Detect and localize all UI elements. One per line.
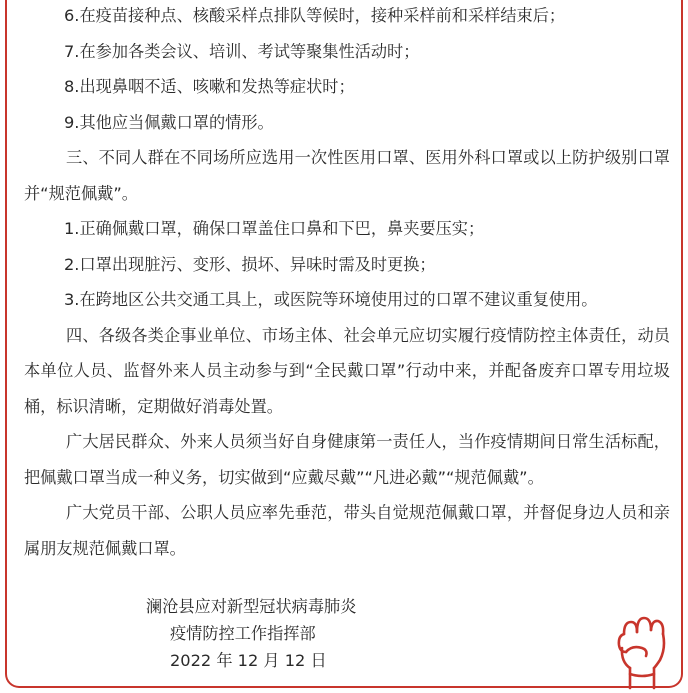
notice-body bbox=[24, 0, 670, 566]
raised-fist-icon bbox=[612, 612, 668, 690]
signature-org-line2: 疫情防控工作指挥部 bbox=[170, 624, 316, 643]
list-item: 1.正确佩戴口罩，确保口罩盖住口鼻和下巴，鼻夹要压实； bbox=[64, 219, 485, 238]
list-item: 6.在疫苗接种点、核酸采样点排队等候时，接种采样前和采样结束后； bbox=[64, 6, 566, 25]
signature-org-line1: 澜沧县应对新型冠状病毒肺炎 bbox=[146, 597, 357, 616]
list-item: 9.其他应当佩戴口罩的情形。 bbox=[64, 112, 274, 132]
list-item: 8.出现鼻咽不适、咳嗽和发热等症状时； bbox=[64, 77, 355, 96]
officials-paragraph: 广大党员干部、公职人员应率先垂范，带头自觉规范佩戴口罩，并督促身边人员和亲属朋友规范佩戴口罩。 bbox=[24, 503, 670, 558]
list-item: 3.在跨地区公共交通工具上，或医院等环境使用过的口罩不建议重复使用。 bbox=[64, 290, 598, 309]
signature-date: 2022 年 12 月 12 日 bbox=[170, 651, 327, 670]
section-four-paragraph: 四、各级各类企事业单位、市场主体、社会单元应切实履行疫情防控主体责任，动员本单位人员、监督外来人员主动参与到“全民戴口罩”行动中来，并配备废弃口罩专用垃圾桶，标识清晰，定期做好消毒处置。 bbox=[24, 325, 670, 416]
section-three-paragraph: 三、不同人群在不同场所应选用一次性医用口罩、医用外科口罩或以上防护级别口罩并“规范佩戴”。 bbox=[24, 148, 670, 203]
list-item: 7.在参加各类会议、培训、考试等聚集性活动时； bbox=[64, 41, 420, 61]
residents-paragraph: 广大居民群众、外来人员须当好自身健康第一责任人，当作疫情期间日常生活标配，把佩戴口罩当成一种义务，切实做到“应戴尽戴”“凡进必戴”“规范佩戴”。 bbox=[24, 432, 670, 487]
list-item: 2.口罩出现脏污、变形、损坏、异味时需及时更换； bbox=[64, 254, 436, 274]
